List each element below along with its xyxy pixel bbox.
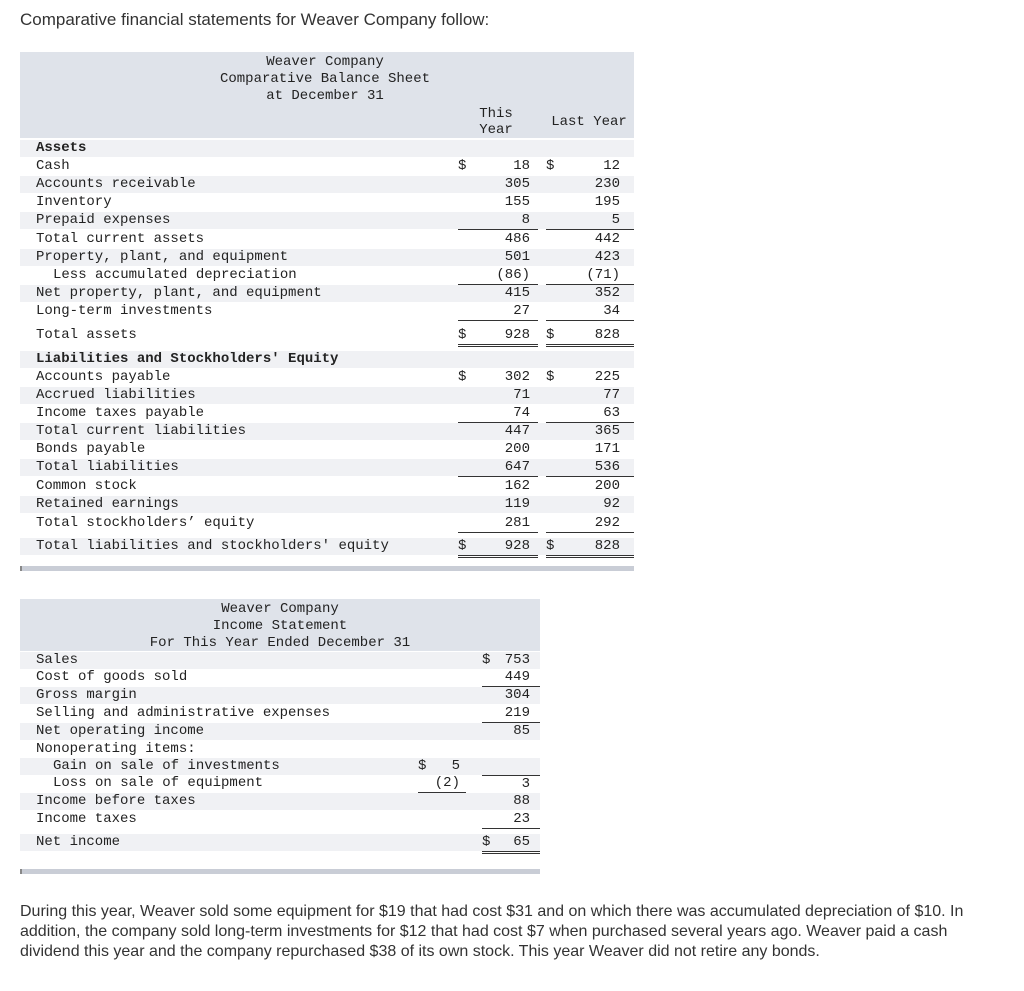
row-label: Net property, plant, and equipment bbox=[36, 285, 322, 301]
amount-cell-value: 3 bbox=[521, 776, 530, 792]
row-label: Loss on sale of equipment bbox=[53, 775, 264, 791]
income-statement-header bbox=[20, 599, 540, 651]
amount-cell bbox=[482, 793, 540, 810]
amount-cell bbox=[482, 723, 540, 740]
amount-cell-value: 753 bbox=[504, 652, 530, 668]
amount-cell bbox=[482, 687, 540, 704]
table-end-bar bbox=[20, 566, 634, 571]
this-year-cell bbox=[458, 285, 538, 302]
last-year-cell bbox=[546, 267, 634, 285]
row-label: Net income bbox=[36, 834, 121, 850]
amount-cell bbox=[482, 705, 540, 723]
row-label: Cash bbox=[36, 158, 70, 174]
dollar-sign: $ bbox=[546, 327, 555, 343]
dollar-sign: $ bbox=[546, 538, 555, 554]
row-label: Less accumulated depreciation bbox=[53, 267, 297, 283]
table-row bbox=[20, 811, 540, 828]
subtotal-cell bbox=[418, 775, 466, 793]
this-year-cell bbox=[458, 387, 538, 404]
last-year-cell-value: 828 bbox=[594, 327, 620, 343]
row-label: Total stockholders’ equity bbox=[36, 515, 255, 531]
this-year-cell-value: 8 bbox=[521, 212, 530, 228]
table-row bbox=[20, 231, 634, 248]
dollar-sign: $ bbox=[546, 369, 555, 385]
subtotal-cell-value: 5 bbox=[451, 758, 460, 774]
row-label: Nonoperating items: bbox=[36, 741, 196, 757]
last-year-cell-value: 225 bbox=[594, 369, 620, 385]
intro-text: Comparative financial statements for Weaver Company follow: bbox=[20, 10, 490, 29]
this-year-cell bbox=[458, 231, 538, 248]
this-year-cell bbox=[458, 515, 538, 533]
column-header-this-year bbox=[468, 106, 524, 138]
row-label: Accounts payable bbox=[36, 369, 171, 385]
this-year-cell bbox=[458, 496, 538, 513]
table-row bbox=[20, 652, 540, 669]
last-year-cell bbox=[546, 285, 634, 302]
last-year-cell bbox=[546, 303, 634, 321]
this-year-cell-value: (86) bbox=[496, 267, 530, 283]
table-row bbox=[20, 249, 634, 266]
this-year-cell bbox=[458, 212, 538, 230]
this-year-cell-value: 928 bbox=[504, 538, 530, 554]
row-label: Gain on sale of investments bbox=[53, 758, 280, 774]
balance-sheet-header bbox=[20, 52, 634, 138]
row-label: Assets bbox=[36, 140, 87, 156]
this-year-cell-value: 71 bbox=[513, 387, 530, 403]
amount-cell-value: 449 bbox=[504, 669, 530, 685]
last-year-cell-value: 171 bbox=[594, 441, 620, 457]
table-row bbox=[20, 705, 540, 722]
table-row bbox=[20, 459, 634, 476]
dollar-sign: $ bbox=[546, 158, 555, 174]
table-row bbox=[20, 478, 634, 495]
last-year-cell-value: 292 bbox=[594, 515, 620, 531]
this-year-cell bbox=[458, 478, 538, 495]
last-year-cell bbox=[546, 249, 634, 266]
row-label: Bonds payable bbox=[36, 441, 146, 457]
statement-title: Income Statement bbox=[212, 618, 348, 634]
last-year-cell bbox=[546, 212, 634, 230]
company-name: Weaver Company bbox=[266, 54, 384, 70]
amount-cell-value: 219 bbox=[504, 705, 530, 721]
last-year-cell-value: 63 bbox=[603, 405, 620, 421]
row-label: Accounts receivable bbox=[36, 176, 196, 192]
last-year-cell-value: 365 bbox=[594, 423, 620, 439]
row-label: Total liabilities and stockholders' equity bbox=[36, 538, 389, 554]
row-label: Total current assets bbox=[36, 231, 205, 247]
amount-cell-value: 85 bbox=[513, 723, 530, 739]
this-year-cell bbox=[458, 405, 538, 423]
last-year-cell bbox=[546, 194, 634, 211]
last-year-cell-value: 230 bbox=[594, 176, 620, 192]
table-row bbox=[20, 267, 634, 284]
dollar-sign: $ bbox=[482, 834, 491, 850]
table-row bbox=[20, 405, 634, 422]
table-row bbox=[20, 687, 540, 704]
last-year-cell-value: 92 bbox=[603, 496, 620, 512]
last-year-cell bbox=[546, 496, 634, 513]
this-year-cell bbox=[458, 176, 538, 193]
last-year-cell-value: 423 bbox=[594, 249, 620, 265]
this-year-cell bbox=[458, 158, 538, 175]
amount-cell bbox=[482, 669, 540, 687]
row-label: Prepaid expenses bbox=[36, 212, 171, 228]
last-year-cell bbox=[546, 515, 634, 533]
table-row bbox=[20, 327, 634, 344]
this-year-cell-value: 155 bbox=[504, 194, 530, 210]
table-row bbox=[20, 793, 540, 810]
this-year-cell-value: 18 bbox=[513, 158, 530, 174]
amount-cell-value: 23 bbox=[513, 811, 530, 827]
last-year-cell bbox=[546, 405, 634, 423]
row-label: Inventory bbox=[36, 194, 112, 210]
last-year-cell-value: 77 bbox=[603, 387, 620, 403]
dollar-sign: $ bbox=[458, 538, 467, 554]
row-label: Net operating income bbox=[36, 723, 205, 739]
this-year-cell bbox=[458, 249, 538, 266]
this-year-cell-value: 928 bbox=[504, 327, 530, 343]
table-row bbox=[20, 496, 634, 513]
last-year-cell bbox=[546, 538, 634, 558]
row-label: Long-term investments bbox=[36, 303, 213, 319]
this-year-cell-value: 302 bbox=[504, 369, 530, 385]
dollar-sign: $ bbox=[458, 158, 467, 174]
table-row bbox=[20, 387, 634, 404]
statement-period: For This Year Ended December 31 bbox=[149, 635, 411, 651]
this-year-cell bbox=[458, 267, 538, 285]
last-year-cell bbox=[546, 231, 634, 248]
this-year-cell bbox=[458, 369, 538, 386]
income-statement bbox=[20, 599, 540, 875]
last-year-cell bbox=[546, 369, 634, 386]
this-year-cell-value: 200 bbox=[504, 441, 530, 457]
table-row bbox=[20, 758, 540, 775]
table-row bbox=[20, 176, 634, 193]
outro-text: During this year, Weaver sold some equipment for $19 that had cost $31 and on which there was accumulated depreciation of $10. In addition, the company sold long-term investments for $12 that had cost $7 when purchased several years ago. Weaver paid a cash dividend this year and the company repurchased $38 of its own stock. This year Weaver did not retire any bonds. bbox=[20, 903, 964, 960]
this-year-cell-value: 27 bbox=[513, 303, 530, 319]
column-header-this-year-line2: Year bbox=[479, 122, 513, 138]
amount-cell bbox=[482, 775, 540, 793]
amount-cell-value: 65 bbox=[513, 834, 530, 850]
this-year-cell bbox=[458, 327, 538, 347]
this-year-cell bbox=[458, 423, 538, 440]
last-year-cell-value: 5 bbox=[611, 212, 620, 228]
table-row bbox=[20, 369, 634, 386]
last-year-cell-value: 34 bbox=[603, 303, 620, 319]
last-year-cell-value: 195 bbox=[594, 194, 620, 210]
this-year-cell-value: 486 bbox=[504, 231, 530, 247]
table-row bbox=[20, 303, 634, 320]
balance-sheet bbox=[20, 52, 634, 572]
table-row bbox=[20, 834, 540, 851]
amount-cell bbox=[482, 652, 540, 669]
row-label: Total current liabilities bbox=[36, 423, 247, 439]
dollar-sign: $ bbox=[418, 758, 427, 774]
amount-cell-value: 304 bbox=[504, 687, 530, 703]
table-row bbox=[20, 775, 540, 792]
row-label: Total assets bbox=[36, 327, 137, 343]
amount-cell bbox=[482, 834, 540, 854]
dollar-sign: $ bbox=[482, 652, 491, 668]
row-label: Gross margin bbox=[36, 687, 137, 703]
row-label: Cost of goods sold bbox=[36, 669, 188, 685]
this-year-cell bbox=[458, 303, 538, 321]
last-year-cell-value: (71) bbox=[586, 267, 620, 283]
row-label: Sales bbox=[36, 652, 79, 668]
last-year-cell bbox=[546, 459, 634, 477]
row-label: Property, plant, and equipment bbox=[36, 249, 289, 265]
table-row bbox=[20, 285, 634, 302]
this-year-cell bbox=[458, 538, 538, 558]
table-row bbox=[20, 194, 634, 211]
last-year-cell bbox=[546, 387, 634, 404]
dollar-sign: $ bbox=[458, 369, 467, 385]
last-year-cell-value: 12 bbox=[603, 158, 620, 174]
last-year-cell bbox=[546, 176, 634, 193]
row-label: Income taxes bbox=[36, 811, 137, 827]
table-row bbox=[20, 723, 540, 740]
table-end-bar bbox=[20, 869, 540, 874]
table-row bbox=[20, 351, 634, 368]
this-year-cell bbox=[458, 459, 538, 477]
last-year-cell-value: 828 bbox=[594, 538, 620, 554]
statement-date: at December 31 bbox=[266, 88, 384, 104]
last-year-cell bbox=[546, 327, 634, 347]
table-row bbox=[20, 140, 634, 157]
table-row bbox=[20, 669, 540, 686]
this-year-cell-value: 501 bbox=[504, 249, 530, 265]
last-year-cell bbox=[546, 478, 634, 495]
subtotal-cell-value: (2) bbox=[434, 775, 460, 791]
row-label: Retained earnings bbox=[36, 496, 179, 512]
last-year-cell bbox=[546, 441, 634, 458]
table-row bbox=[20, 212, 634, 229]
last-year-cell bbox=[546, 158, 634, 175]
this-year-cell-value: 415 bbox=[504, 285, 530, 301]
table-row bbox=[20, 158, 634, 175]
last-year-cell-value: 536 bbox=[594, 459, 620, 475]
this-year-cell-value: 647 bbox=[504, 459, 530, 475]
this-year-cell bbox=[458, 441, 538, 458]
table-row bbox=[20, 538, 634, 555]
dollar-sign: $ bbox=[458, 327, 467, 343]
row-label: Selling and administrative expenses bbox=[36, 705, 331, 721]
row-label: Accrued liabilities bbox=[36, 387, 196, 403]
last-year-cell-value: 442 bbox=[594, 231, 620, 247]
this-year-cell bbox=[458, 194, 538, 211]
row-label: Total liabilities bbox=[36, 459, 179, 475]
company-name: Weaver Company bbox=[221, 601, 339, 617]
row-label: Common stock bbox=[36, 478, 137, 494]
row-label: Liabilities and Stockholders' Equity bbox=[36, 351, 339, 367]
this-year-cell-value: 74 bbox=[513, 405, 530, 421]
column-header-this-year-line1: This bbox=[479, 106, 513, 122]
this-year-cell-value: 305 bbox=[504, 176, 530, 192]
statement-title: Comparative Balance Sheet bbox=[219, 71, 431, 87]
subtotal-cell bbox=[418, 758, 466, 775]
last-year-cell bbox=[546, 423, 634, 440]
this-year-cell-value: 162 bbox=[504, 478, 530, 494]
amount-cell bbox=[482, 811, 540, 829]
amount-cell-value: 88 bbox=[513, 793, 530, 809]
this-year-cell-value: 281 bbox=[504, 515, 530, 531]
table-row bbox=[20, 441, 634, 458]
row-label: Income before taxes bbox=[36, 793, 196, 809]
last-year-cell-value: 352 bbox=[594, 285, 620, 301]
table-row bbox=[20, 741, 540, 758]
this-year-cell-value: 119 bbox=[504, 496, 530, 512]
last-year-cell-value: 200 bbox=[594, 478, 620, 494]
table-row bbox=[20, 515, 634, 532]
row-label: Income taxes payable bbox=[36, 405, 205, 421]
column-header-last-year: Last Year bbox=[551, 114, 627, 130]
this-year-cell-value: 447 bbox=[504, 423, 530, 439]
table-row bbox=[20, 423, 634, 440]
